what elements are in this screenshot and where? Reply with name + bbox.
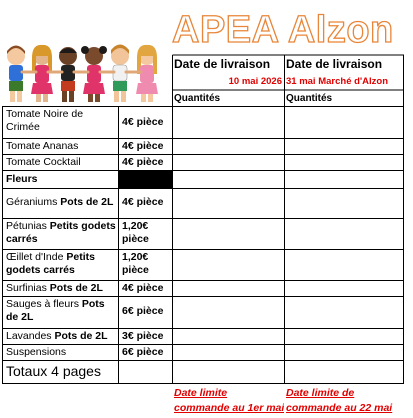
product-name: Œillet d'Inde Petits godets carrés — [6, 251, 95, 276]
product-price: 4€ pièce — [122, 140, 164, 152]
product-name: Tomate Ananas — [6, 140, 79, 152]
col1-deadline-line1: Date limite — [174, 387, 228, 399]
col1-quantities-label: Quantités — [174, 93, 221, 104]
col2-delivery-date: 31 mai Marché d'Alzon — [286, 76, 389, 87]
product-price: 1,20€ pièce — [122, 220, 149, 245]
product-name: Surfinias Pots de 2L — [6, 282, 103, 294]
col1-header: Date de livraison — [174, 57, 271, 71]
product-name: Suspensions — [6, 346, 67, 358]
product-name: Tomate Noire de Crimée — [6, 108, 84, 133]
col1-delivery-date: 10 mai 2026 — [228, 76, 282, 87]
child-1 — [7, 46, 25, 103]
product-price: 3€ pièce — [122, 330, 164, 342]
col2-deadline-line2: commande au 22 mai — [286, 402, 393, 414]
product-price: 4€ pièce — [122, 282, 164, 294]
product-price: 4€ pièce — [122, 196, 164, 208]
product-price: 1,20€ pièce — [122, 251, 149, 276]
col2-header: Date de livraison — [286, 57, 383, 71]
product-price: 6€ pièce — [122, 346, 164, 358]
children-illustration — [2, 42, 164, 106]
col2-quantities-label: Quantités — [286, 93, 333, 104]
totals-label: Totaux 4 pages — [6, 363, 101, 379]
child-3 — [59, 47, 77, 102]
col2-deadline-line1: Date limite de — [286, 387, 355, 399]
product-name: Sauges à fleurs Pots de 2L — [6, 298, 105, 323]
product-name: Géraniums Pots de 2L — [6, 196, 114, 208]
product-name: Lavandes Pots de 2L — [6, 330, 108, 342]
product-price: 4€ pièce — [122, 116, 164, 128]
product-price: 4€ pièce — [122, 156, 164, 168]
col1-deadline-line2: commande au 1er mai — [174, 402, 284, 414]
product-price: 6€ pièce — [122, 305, 164, 317]
product-name: Pétunias Petits godets carrés — [6, 220, 116, 245]
fleurs-filled-cell — [119, 171, 172, 188]
product-name: Tomate Cocktail — [6, 156, 81, 168]
child-4 — [81, 46, 107, 102]
section-label-fleurs: Fleurs — [6, 173, 38, 185]
page-title: APEA Alzon — [172, 9, 394, 51]
